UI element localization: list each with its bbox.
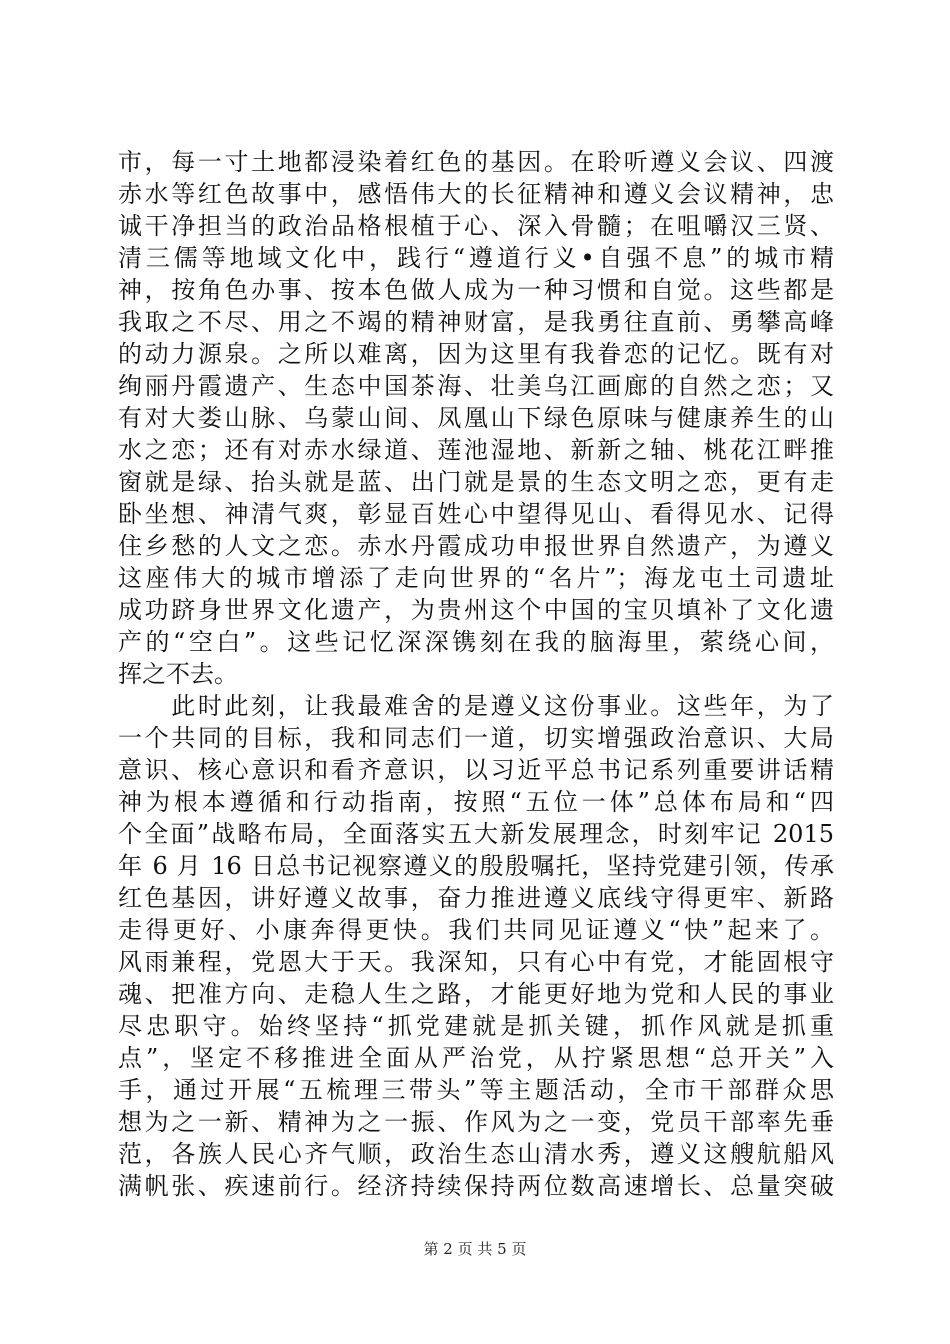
text-line: 点”，坚定不移推进全面从严治党，从拧紧思想“总开关”入 [118, 1044, 834, 1072]
text-line: 绚丽丹霞遗产、生态中国茶海、壮美乌江画廊的自然之恋；又 [118, 372, 834, 400]
text-line: 的动力源泉。之所以难离，因为这里有我眷恋的记忆。既有对 [118, 340, 834, 368]
text-line: 市，每一寸土地都浸染着红色的基因。在聆听遵义会议、四渡 [118, 148, 834, 176]
text-line: 我取之不尽、用之不竭的精神财富，是我勇往直前、勇攀高峰 [118, 308, 834, 336]
document-body [118, 146, 834, 1202]
text-line: 赤水等红色故事中，感悟伟大的长征精神和遵义会议精神，忠 [118, 180, 834, 208]
text-line: 产的“空白”。这些记忆深深镌刻在我的脑海里，萦绕心间， [118, 628, 834, 656]
text-line: 魂、把准方向、走稳人生之路，才能更好地为党和人民的事业 [118, 980, 834, 1008]
text-line: 风雨兼程，党恩大于天。我深知，只有心中有党，才能固根守 [118, 948, 834, 976]
text-line: 有对大娄山脉、乌蒙山间、凤凰山下绿色原味与健康养生的山 [118, 404, 834, 432]
text-line: 卧坐想、神清气爽，彰显百姓心中望得见山、看得见水、记得 [118, 500, 834, 528]
page-footer: 第 2 页 共 5 页 [423, 1240, 527, 1258]
text-line: 个全面”战略布局，全面落实五大新发展理念，时刻牢记 2015 [118, 820, 834, 848]
text-line: 意识、核心意识和看齐意识，以习近平总书记系列重要讲话精 [118, 756, 834, 784]
text-line: 挥之不去。 [118, 660, 238, 688]
text-line: 住乡愁的人文之恋。赤水丹霞成功申报世界自然遗产，为遵义 [118, 532, 834, 560]
text-line: 水之恋；还有对赤水绿道、莲池湿地、新新之轴、桃花江畔推 [118, 436, 834, 464]
text-line: 清三儒等地域文化中，践行“遵道行义•自强不息”的城市精 [118, 244, 834, 272]
text-line: 神，按角色办事、按本色做人成为一种习惯和自觉。这些都是 [118, 276, 834, 304]
text-line: 诚干净担当的政治品格根植于心、深入骨髓；在咀嚼汉三贤、 [118, 212, 834, 240]
text-line: 年 6 月 16 日总书记视察遵义的殷殷嘱托，坚持党建引领，传承 [118, 852, 834, 880]
text-line: 成功跻身世界文化遗产，为贵州这个中国的宝贝填补了文化遗 [118, 596, 834, 624]
text-line: 红色基因，讲好遵义故事，奋力推进遵义底线守得更牢、新路 [118, 884, 834, 912]
text-line: 走得更好、小康奔得更快。我们共同见证遵义“快”起来了。 [118, 916, 834, 944]
text-line: 一个共同的目标，我和同志们一道，切实增强政治意识、大局 [118, 724, 834, 752]
text-line: 想为之一新、精神为之一振、作风为之一变，党员干部率先垂 [118, 1108, 834, 1136]
text-line: 神为根本遵循和行动指南，按照“五位一体”总体布局和“四 [118, 788, 834, 816]
text-line: 范，各族人民心齐气顺，政治生态山清水秀，遵义这艘航船风 [118, 1140, 834, 1168]
text-line: 手，通过开展“五梳理三带头”等主题活动，全市干部群众思 [118, 1076, 834, 1104]
text-line: 窗就是绿、抬头就是蓝、出门就是景的生态文明之恋，更有走 [118, 468, 834, 496]
text-line: 这座伟大的城市增添了走向世界的“名片”；海龙屯土司遗址 [118, 564, 834, 592]
text-line: 此时此刻，让我最难舍的是遵义这份事业。这些年，为了 [118, 692, 834, 720]
text-line: 满帆张、疾速前行。经济持续保持两位数高速增长、总量突破 [118, 1172, 834, 1200]
text-line: 尽忠职守。始终坚持“抓党建就是抓关键，抓作风就是抓重 [118, 1012, 834, 1040]
